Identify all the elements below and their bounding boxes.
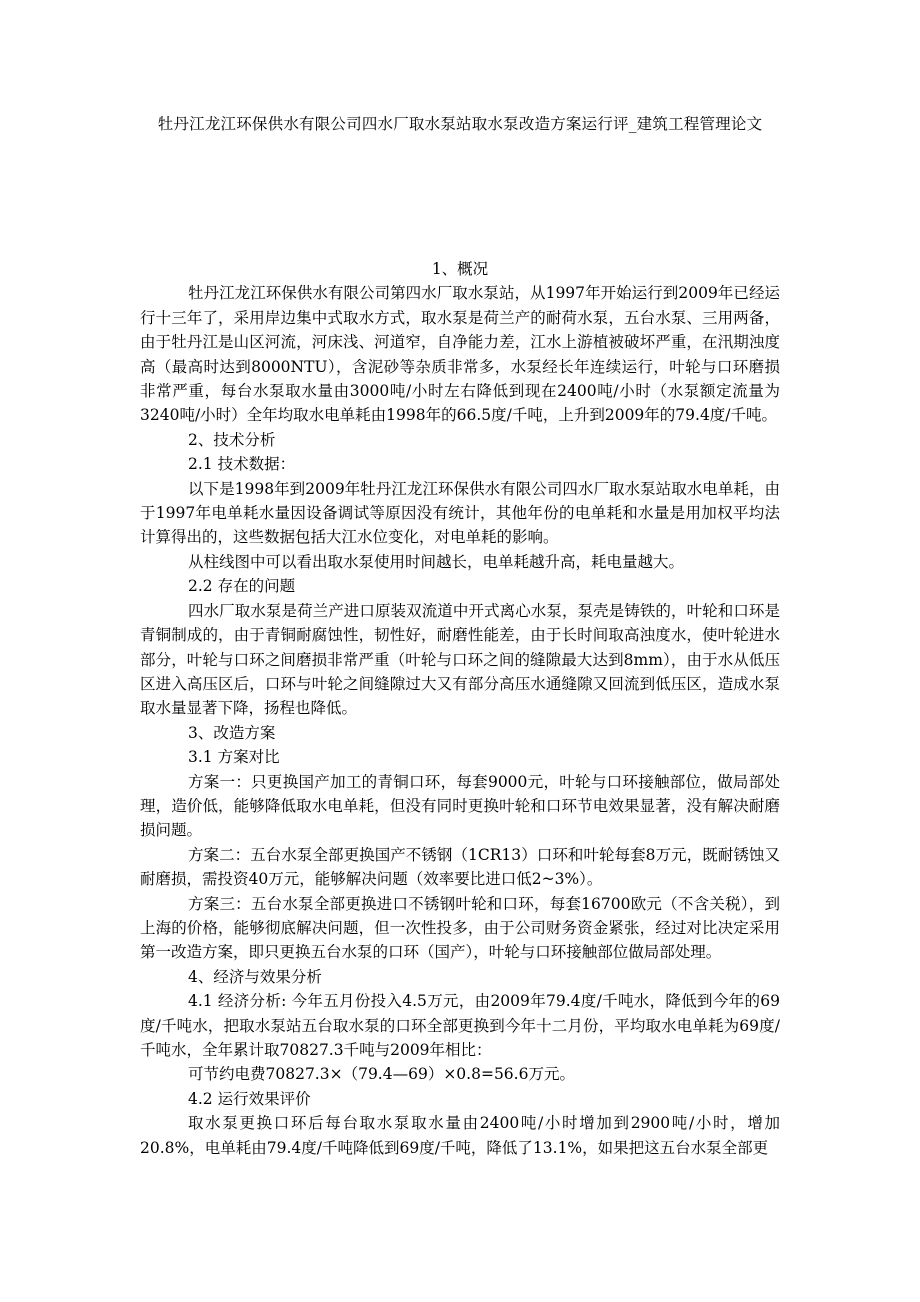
document-body [140, 257, 780, 1160]
paragraph-existing-problems: 四水厂取水泵是荷兰产进口原装双流道中开式离心水泵，泵壳是铸铁的，叶轮和口环是青铜制成的，由于青铜耐腐蚀性，韧性好，耐磨性能差，由于长时间取高浊度水，使叶轮进水部分，叶轮与口环之间磨损非常严重（叶轮与口环之间的缝隙最大达到8mm），由于水从低压区进入高压区后，口环与叶轮之间缝隙过大又有部分高压水通缝隙又回流到低压区，造成水泵取水量显著下降，扬程也降低。 [140, 601, 780, 718]
paragraph-operation-evaluation: 取水泵更换口环后每台取水泵取水量由2400吨/小时增加到2900吨/小时，增加20.8%，电单耗由79.4度/千吨降低到69度/千吨，降低了13.1%，如果把这五台水泵全部更 [140, 1114, 780, 1157]
section-heading-overview: 1、概况 [431, 260, 489, 278]
section-heading-technical-analysis: 2、技术分析 [188, 430, 276, 449]
subsection-heading-existing-problems: 2.2 存在的问题 [188, 577, 296, 596]
subsection-heading-technical-data: 2.1 技术数据： [188, 455, 296, 474]
document-title: 牡丹江龙江环保供水有限公司四水厂取水泵站取水泵改造方案运行评_建筑工程管理论文 [157, 115, 763, 133]
section-heading-economic-analysis: 4、经济与效果分析 [188, 967, 322, 986]
paragraph-savings-formula: 可节约电费70827.3×（79.4—69）×0.8=56.6万元。 [188, 1065, 575, 1084]
paragraph-overview: 牡丹江龙江环保供水有限公司第四水厂取水泵站，从1997年开始运行到2009年已经运行十三年了，采用岸边集中式取水方式，取水泵是荷兰产的耐荷水泵，五台水泵、三用两备，由于牡丹江是山区河流，河床浅、河道窄，自净能力差，江水上游植被破坏严重，在汛期浊度高（最高时达到8000NTU），含泥砂等杂质非常多，水泵经长年连续运行，叶轮与口环磨损非常严重，每台水泵取水量由3000吨/小时左右降低到现在2400吨/小时（水泵额定流量为3240吨/小时）全年均取水电单耗由1998年的66.5度/千吨，上升到2009年的79.4度/千吨。 [140, 284, 780, 425]
paragraph-chart-observation: 从柱线图中可以看出取水泵使用时间越长，电单耗越升高，耗电量越大。 [188, 552, 685, 571]
paragraph-plan-one: 方案一：只更换国产加工的青铜口环，每套9000元，叶轮与口环接触部位，做局部处理，造价低，能够降低取水电单耗，但没有同时更换叶轮和口环节电效果显著，没有解决耐磨损问题。 [140, 772, 780, 840]
paragraph-plan-three: 方案三：五台水泵全部更换进口不锈钢叶轮和口环，每套16700欧元（不含关税），到上海的价格，能够彻底解决问题，但一次性投多，由于公司财务资金紧张，经过对比决定采用第一改造方案，即只更换五台水泵的口环（国产），叶轮与口环接触部位做局部处理。 [140, 894, 780, 962]
subsection-heading-plan-comparison: 3.1 方案对比 [188, 748, 280, 767]
subsection-heading-operation-evaluation: 4.2 运行效果评价 [188, 1089, 311, 1108]
paragraph-economic-analysis: 4.1 经济分析: 今年五月份投入4.5万元，由2009年79.4度/千吨水，降低到今年的69度/千吨水，把取水泵站五台取水泵的口环全部更换到今年十二月份，平均取水电单耗为69度/千吨水，全年累计取70827.3千吨与2009年相比： [140, 992, 780, 1059]
paragraph-plan-two: 方案二：五台水泵全部更换国产不锈钢（1CR13）口环和叶轮每套8万元，既耐锈蚀又耐磨损，需投资40万元，能够解决问题（效率要比进口低2~3%）。 [140, 845, 780, 889]
section-heading-retrofit-plan: 3、改造方案 [188, 723, 276, 742]
paragraph-technical-data: 以下是1998年到2009年牡丹江龙江环保供水有限公司四水厂取水泵站取水电单耗，由于1997年电单耗水量因设备调试等原因没有统计，其他年份的电单耗和水量是用加权平均法计算得出的，这些数据包括大江水位变化，对电单耗的影响。 [140, 479, 780, 547]
